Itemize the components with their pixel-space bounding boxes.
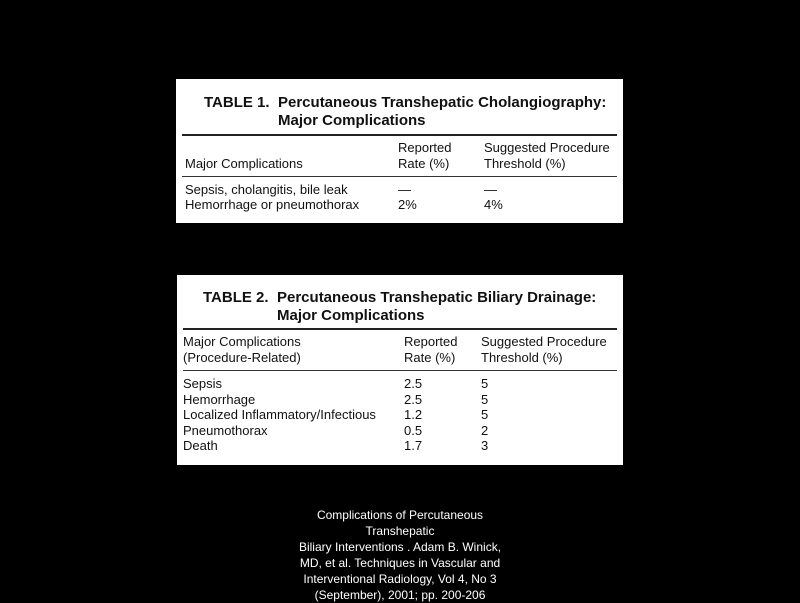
table-1-header-threshold-line2: Threshold (%) xyxy=(484,156,566,171)
table-2-header-rate-line1: Reported xyxy=(404,334,458,349)
caption-line-5: Interventional Radiology, Vol 4, No 3 xyxy=(303,572,497,586)
table-1-header-threshold-line1: Suggested Procedure xyxy=(484,140,610,155)
table-2-row-2-complication: Hemorrhage xyxy=(183,391,256,407)
table-2-top-rule xyxy=(183,328,617,330)
caption-line-3: Biliary Interventions . Adam B. Winick, xyxy=(298,540,502,554)
table-2-row-1-rate: 2.5 xyxy=(404,376,423,391)
table-2-row-1-threshold: 5 xyxy=(481,376,489,391)
table-1-number: TABLE 1. xyxy=(204,94,270,111)
table-2-title-line1: Percutaneous Transhepatic Biliary Drainage: xyxy=(277,289,597,306)
table-2-row-3-rate: 1.2 xyxy=(404,407,423,422)
table-2-header-threshold-line2: Threshold (%) xyxy=(481,350,563,365)
table-2-number: TABLE 2. xyxy=(203,289,269,306)
table-1-row-1-threshold: — xyxy=(484,182,497,197)
table-2-header-rule xyxy=(183,370,617,371)
table-2-row-4-complication: Pneumothorax xyxy=(183,422,268,438)
table-2-row-4-rate: 0.5 xyxy=(404,422,423,438)
caption-line-2: Transhepatic xyxy=(365,524,435,538)
table-2-row-4-threshold: 2 xyxy=(481,422,489,438)
table-2-row-5-threshold: 3 xyxy=(481,438,489,453)
table-2-row-5-rate: 1.7 xyxy=(404,438,423,453)
table-1-header-complications: Major Complications xyxy=(185,156,303,171)
table-1-header-rate-line1: Reported xyxy=(398,140,452,155)
caption-line-4: MD, et al. Techniques in Vascular and xyxy=(299,556,501,570)
table-1-row-2-threshold: 4% xyxy=(484,197,503,212)
table-2-row-5-complication: Death xyxy=(183,438,218,453)
table-2-row-3-complication: Localized Inflammatory/Infectious xyxy=(183,407,376,422)
table-2-header-complications-line1: Major Complications xyxy=(183,334,301,349)
table-2-header-complications-line2: (Procedure-Related) xyxy=(183,350,301,365)
table-1-row-1-rate: — xyxy=(398,182,411,197)
table-2-row-2-threshold: 5 xyxy=(481,391,489,407)
table-2-title-line2: Major Complications xyxy=(277,307,425,324)
table-1-image xyxy=(176,79,623,223)
table-2-row-3-threshold: 5 xyxy=(481,407,489,422)
table-2-row-1-complication: Sepsis xyxy=(183,376,223,391)
table-1-top-rule xyxy=(182,134,617,136)
table-1-row-2-rate: 2% xyxy=(398,197,417,212)
table-1-header-rule xyxy=(182,176,617,177)
table-1-row-1-complication: Sepsis, cholangitis, bile leak xyxy=(185,182,348,197)
table-2-row-2-rate: 2.5 xyxy=(404,391,423,407)
table-1-row-2-complication: Hemorrhage or pneumothorax xyxy=(185,197,360,212)
table-1-header-rate-line2: Rate (%) xyxy=(398,156,450,171)
table-2-header-threshold-line1: Suggested Procedure xyxy=(481,334,607,349)
citation-caption xyxy=(270,507,530,603)
table-2-header-rate-line2: Rate (%) xyxy=(404,350,456,365)
table-1-title-line1: Percutaneous Transhepatic Cholangiography: xyxy=(278,94,607,111)
table-1-title-line2: Major Complications xyxy=(278,112,426,129)
caption-line-1: Complications of Percutaneous xyxy=(316,508,484,522)
caption-line-6: (September), 2001; pp. 200-206 xyxy=(314,588,486,602)
table-2-image xyxy=(177,275,623,465)
